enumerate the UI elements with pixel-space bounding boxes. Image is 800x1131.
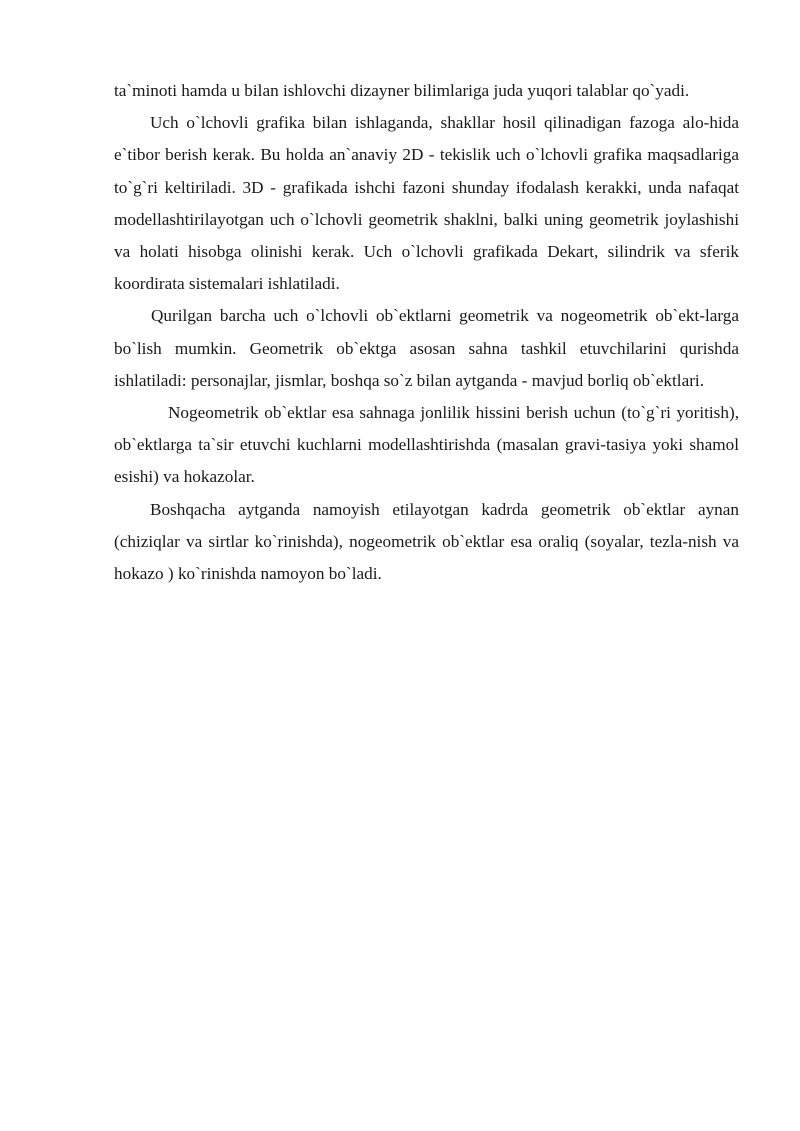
paragraph-continuation: ta`minoti hamda u bilan ishlovchi dizayner bilimlariga juda yuqori talablar qo`yadi. bbox=[114, 81, 690, 100]
document-body bbox=[114, 75, 739, 590]
paragraph-frame-display: Boshqacha aytganda namoyish etilayotgan kadrda geometrik ob`ektlar aynan (chiziqlar va sirtlar ko`rinishda), nogeometrik ob`ektlar esa oraliq (soyalar, tezla-nish va hokazo ) ko`rinishda namoyon bo`ladi. bbox=[114, 499, 739, 584]
paragraph-nongeometric-objects: Nogeometrik ob`ektlar esa sahnaga jonlilik hissini berish uchun (to`g`ri yoritish), ob`ektlarga ta`sir etuvchi kuchlarni modellashtirishda (masalan gravi-tasiya yoki shamol esishi) va hokazolar. bbox=[114, 403, 739, 487]
paragraph-3d-space: Uch o`lchovli grafika bilan ishlaganda, shakllar hosil qilinadigan fazoga alo-hida e`tibor berish kerak. Bu holda an`anaviy 2D - tekislik uch o`lchovli grafika maqsadlariga to`g`ri keltiriladi. 3D - grafikada ishchi fazoni shunday ifodalash kerakki, unda nafaqat modellashtirilayotgan uch o`lchovli geometrik shaklni, balki uning geometrik joylashishi va holati hisobga olinishi kerak. Uch o`lchovli grafikada Dekart, silindrik va sferik koordirata sistemalari ishlatiladi. bbox=[114, 113, 739, 294]
paragraph-object-types: Qurilgan barcha uch o`lchovli ob`ektlarni geometrik va nogeometrik ob`ekt-larga bo`lish mumkin. Geometrik ob`ektga asosan sahna tashkil etuvchilarini qurishda ishlatiladi: personajlar, jismlar, boshqa so`z bilan aytganda - mavjud borliq ob`ektlari. bbox=[114, 306, 739, 390]
